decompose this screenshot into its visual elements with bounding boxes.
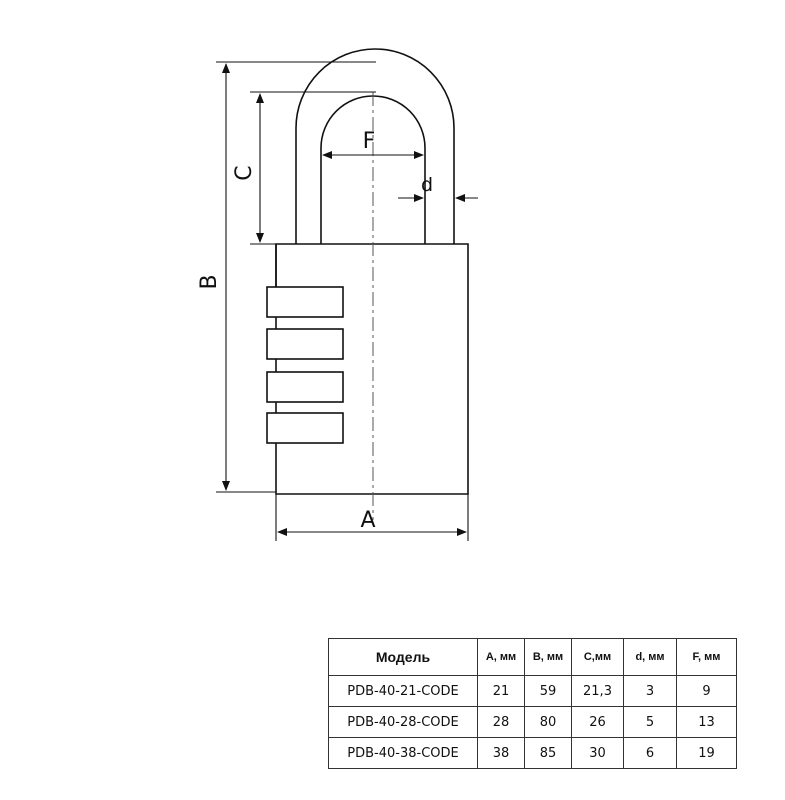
cell-b: 59 (525, 676, 572, 707)
table-header-row (329, 639, 737, 676)
header-b: B, мм (525, 639, 572, 676)
dimension-c (250, 92, 376, 244)
header-f: F, мм (677, 639, 737, 676)
cell-c: 26 (572, 707, 624, 738)
cell-f: 13 (677, 707, 737, 738)
dimension-label-c: C (232, 165, 257, 181)
cell-model: PDB-40-28-CODE (329, 707, 478, 738)
cell-model: PDB-40-38-CODE (329, 738, 478, 769)
dimension-label-f: F (362, 129, 376, 154)
cell-a: 38 (478, 738, 525, 769)
header-d: d, мм (624, 639, 677, 676)
cell-d: 3 (624, 676, 677, 707)
table-row (329, 676, 737, 707)
combination-wheels (267, 287, 343, 443)
dimension-label-d: d (420, 174, 434, 196)
cell-a: 28 (478, 707, 525, 738)
dimension-label-a: A (360, 508, 376, 533)
dimension-label-b: B (197, 274, 222, 290)
header-model: Модель (329, 639, 478, 676)
cell-f: 9 (677, 676, 737, 707)
cell-b: 85 (525, 738, 572, 769)
combination-wheel (267, 287, 343, 317)
header-a: A, мм (478, 639, 525, 676)
combination-wheel (267, 329, 343, 359)
cell-d: 6 (624, 738, 677, 769)
cell-b: 80 (525, 707, 572, 738)
table-row (329, 707, 737, 738)
cell-model: PDB-40-21-CODE (329, 676, 478, 707)
cell-d: 5 (624, 707, 677, 738)
header-c: C,мм (572, 639, 624, 676)
combination-wheel (267, 413, 343, 443)
cell-f: 19 (677, 738, 737, 769)
cell-c: 21,3 (572, 676, 624, 707)
combination-wheel (267, 372, 343, 402)
cell-c: 30 (572, 738, 624, 769)
lock-body (276, 244, 468, 494)
table-row (329, 738, 737, 769)
dimensions-table (328, 638, 737, 769)
cell-a: 21 (478, 676, 525, 707)
